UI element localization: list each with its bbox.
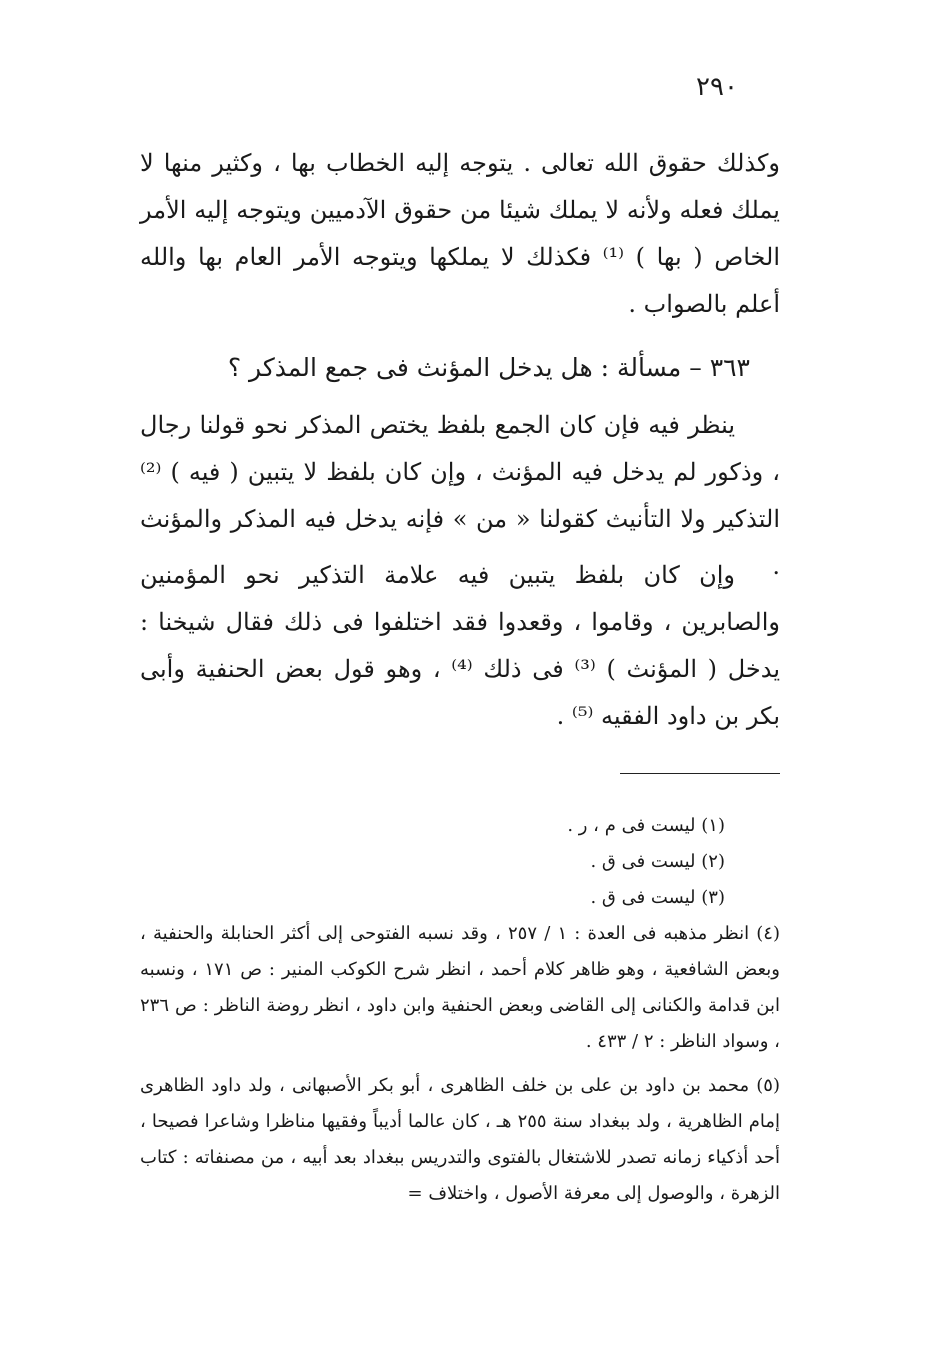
paragraph-masculine-plural: ينظر فيه فإن كان الجمع بلفظ يختص المذكر نحو قولنا رجال ، وذكور لم يدخل فيه المؤنث ، وإن كان بلفظ لا يتبين ( فيه ) ⁽²⁾ التذكير ولا التأنيث كقولنا « من » فإنه يدخل فيه المذكر والمؤنث .	[140, 411, 780, 580]
paragraph-rights-of-god: وكذلك حقوق الله تعالى . يتوجه إليه الخطاب بها ، وكثير منها لا يملك فعله ولأنه لا يملك شيئا من حقوق الآدميين ويتوجه إليه الأمر الخاص ( بها ) ⁽¹⁾ فكذلك لا يملكها ويتوجه الأمر العام بها والله أعلم بالصواب .	[140, 149, 780, 318]
footnote-2: (٢) ليست فى ق .	[590, 851, 725, 872]
footnote-4: (٤) انظر مذهبه فى العدة : ١ / ٢٥٧ ، وقد نسبه الفتوحى إلى أكثر الحنابلة والحنفية ، وبعض الشافعية ، وهو ظاهر كلام أحمد ، انظر شرح الكوكب المنير : ص ١٧١ ، ونسبه ابن قدامة والكنانى إلى القاضى وبعض الحنفية وابن داود ، انظر روضة الناظر : ص ٢٣٦ ، وسواد الناظر : ٢ / ٤٣٣ .	[140, 923, 780, 1052]
page-number: ٢٩٠	[696, 72, 738, 102]
footnote-divider	[620, 773, 780, 774]
footnote-5: (٥) محمد بن داود بن على بن خلف الظاهرى ، أبو بكر الأصبهانى ، ولد داود الظاهرى إمام الظاهرية ، ولد ببغداد سنة ٢٥٥ هـ ، كان عالما أديباً وفقيها مناظرا وشاعرا فصيحا ، أحد أذكياء زمانه تصدر للاشتغال بالفتوى والتدريس ببغداد بعد أبيه ، من مصنفاته : كتاب الزهرة ، والوصول إلى معرفة الأصول ، واختلاف =	[140, 1075, 781, 1204]
section-heading-issue-363: ٣٦٣ – مسألة : هل يدخل المؤنث فى جمع المذكر ؟	[227, 353, 750, 382]
footnote-3: (٣) ليست فى ق .	[590, 887, 725, 908]
paragraph-masculine-marker: وإن كان بلفظ يتبين فيه علامة التذكير نحو المؤمنين والصابرين ، وقاموا ، وقعدوا فقد اختلفوا فى ذلك فقال شيخنا : يدخل ( المؤنث ) ⁽³⁾ فى ذلك ⁽⁴⁾ ، وهو قول بعض الحنفية وأبى بكر بن داود الفقيه ⁽⁵⁾ .	[140, 561, 780, 730]
footnote-1: (١) ليست فى م ، ر .	[567, 815, 725, 836]
